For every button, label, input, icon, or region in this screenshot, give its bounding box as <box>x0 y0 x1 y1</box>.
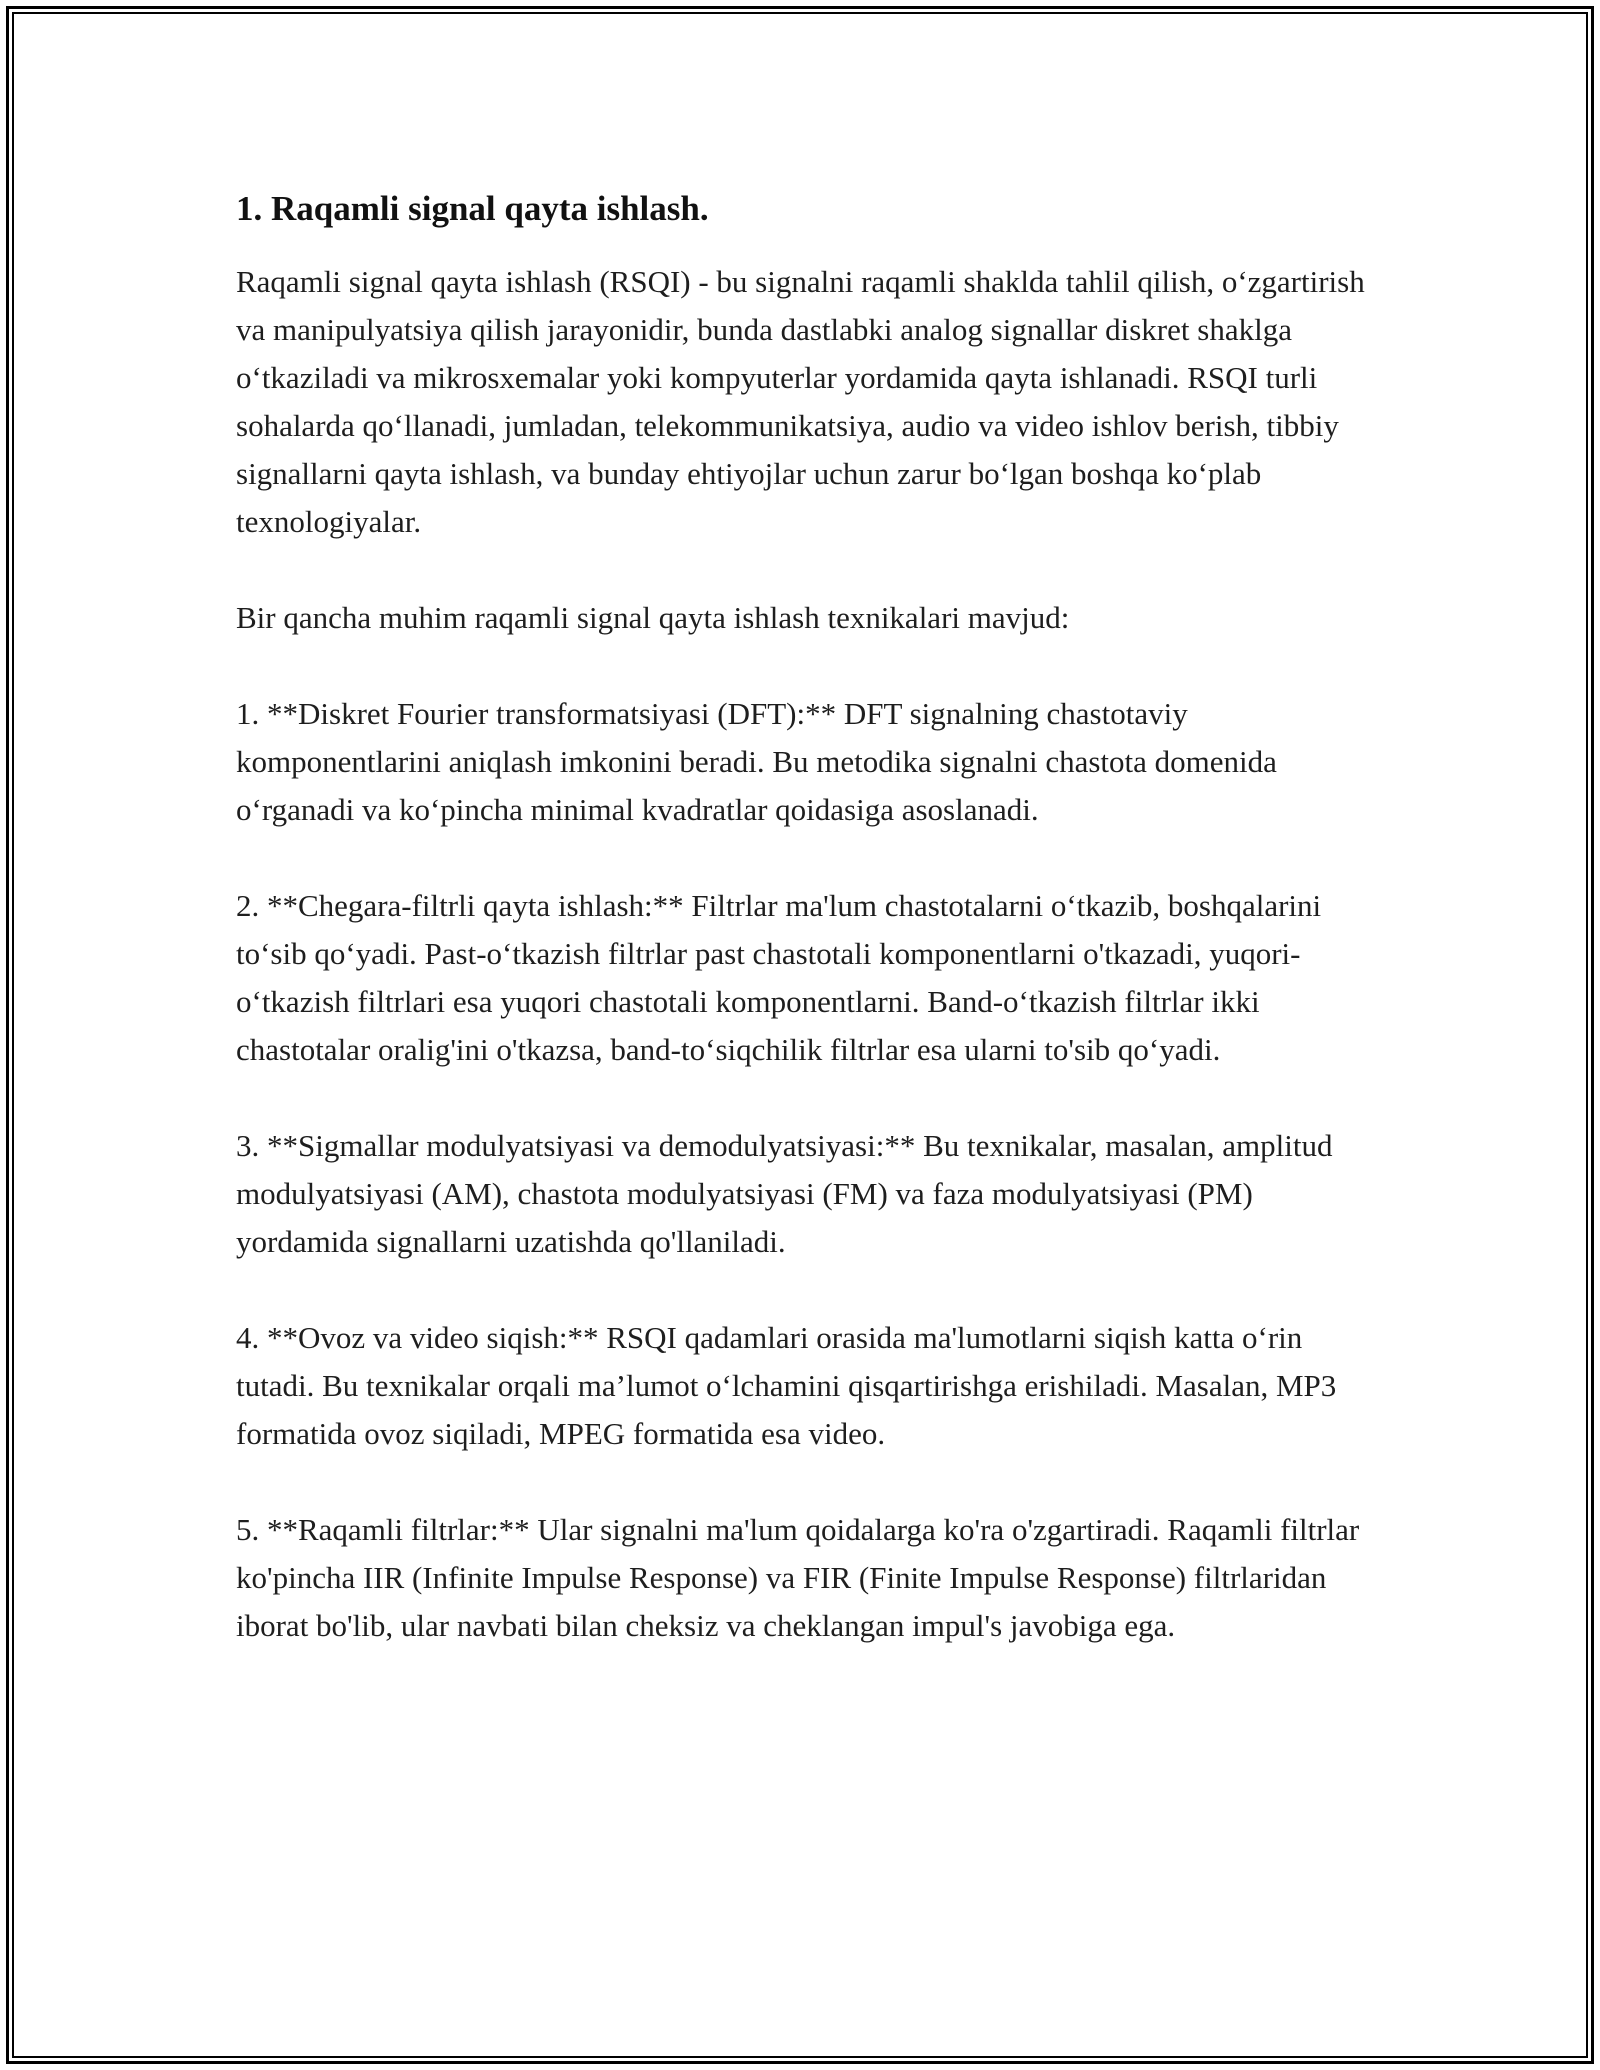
technique-item-digital-filters: 5. **Raqamli filtrlar:** Ular signalni ma'lum qoidalarga ko'ra o'zgartiradi. Raqamli filtrlar ko'pincha IIR (Infinite Impulse Response) va FIR (Finite Impulse Response) filtrlaridan iborat bo'lib, ular navbati bilan cheksiz va cheklangan impul's javobiga ega. <box>236 1512 1360 1643</box>
technique-item-modulation: 3. **Sigmallar modulyatsiyasi va demodulyatsiyasi:** Bu texnikalar, masalan, amplitud modulyatsiyasi (AM), chastota modulyatsiyasi (FM) va faza modulyatsiyasi (PM) yordamida signallarni uzatishda qo'llaniladi. <box>236 1128 1333 1259</box>
technique-item-dft: 1. **Diskret Fourier transformatsiyasi (DFT):** DFT signalning chastotaviy komponentlarini aniqlash imkonini beradi. Bu metodika signalni chastota domenida o‘rganadi va ko‘pincha minimal kvadratlar qoidasiga asoslanadi. <box>236 696 1277 827</box>
technique-item-filtering: 2. **Chegara-filtrli qayta ishlash:** Filtrlar ma'lum chastotalarni o‘tkazib, boshqalarini to‘sib qo‘yadi. Past-o‘tkazish filtrlar past chastotali komponentlarni o'tkazadi, yuqori-o‘tkazish filtrlari esa yuqori chastotali komponentlarni. Band-o‘tkazish filtrlar ikki chastotalar oralig'ini o'tkazsa, band-to‘siqchilik filtrlar esa ularni to'sib qo‘yadi. <box>236 888 1322 1067</box>
document-body <box>236 188 1376 1698</box>
intro-paragraph: Raqamli signal qayta ishlash (RSQI) - bu signalni raqamli shaklda tahlil qilish, o‘zgartirish va manipulyatsiya qilish jarayonidir, bunda dastlabki analog signallar diskret shaklga o‘tkaziladi va mikrosxemalar yoki kompyuterlar yordamida qayta ishlanadi. RSQI turli sohalarda qo‘llanadi, jumladan, telekommunikatsiya, audio va video ishlov berish, tibbiy signallarni qayta ishlash, va bunday ehtiyojlar uchun zarur bo‘lgan boshqa ko‘plab texnologiyalar. <box>236 264 1365 539</box>
technique-item-compression: 4. **Ovoz va video siqish:** RSQI qadamlari orasida ma'lumotlarni siqish katta o‘rin tutadi. Bu texnikalar orqali ma’lumot o‘lchamini qisqartirishga erishiladi. Masalan, MP3 formatida ovoz siqiladi, MPEG formatida esa video. <box>236 1320 1337 1451</box>
section-heading: 1. Raqamli signal qayta ishlash. <box>236 189 709 228</box>
techniques-intro: Bir qancha muhim raqamli signal qayta ishlash texnikalari mavjud: <box>236 600 1070 635</box>
